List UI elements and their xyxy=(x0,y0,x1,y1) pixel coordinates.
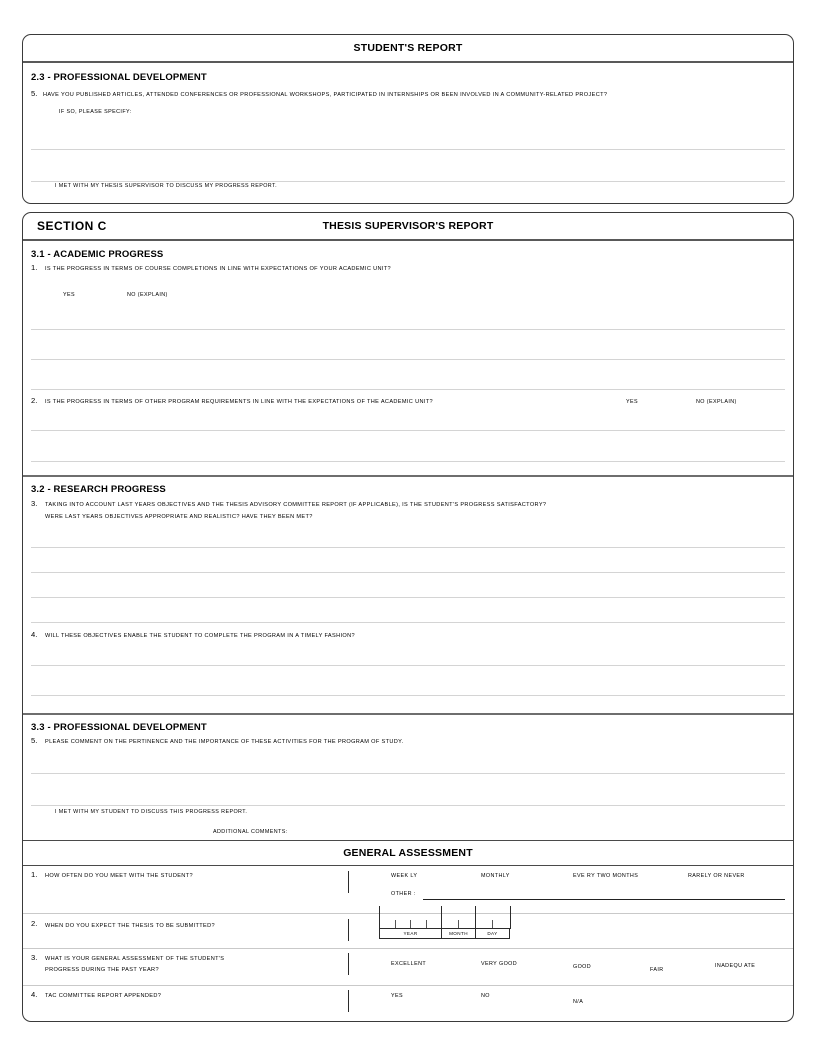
writing-line[interactable] xyxy=(31,149,785,150)
date-label-day: DAY xyxy=(487,930,498,936)
subsection-2-3-heading: 2.3 - PROFESSIONAL DEVELOPMENT xyxy=(31,72,207,83)
subsection-3-2-heading: 3.2 - RESEARCH PROGRESS xyxy=(31,484,166,495)
q2-option-yes[interactable]: YES xyxy=(626,399,638,405)
supervisor-attestation-text: I MET WITH MY STUDENT TO DISCUSS THIS PROGRESS REPORT. xyxy=(55,809,248,815)
writing-line[interactable] xyxy=(31,597,785,598)
writing-line[interactable] xyxy=(31,665,785,666)
question-3-1-2-text: IS THE PROGRESS IN TERMS OF OTHER PROGRAM REQUIREMENTS IN LINE WITH THE EXPECTATIONS OF THE ACADEMIC UNIT? xyxy=(45,399,433,405)
ga-row-3-number: 3. xyxy=(31,953,38,962)
ga-row-3-option-inadequate[interactable]: INADEQU ATE xyxy=(715,963,756,969)
section-separator xyxy=(23,713,793,715)
writing-line[interactable] xyxy=(31,430,785,431)
section-c-banner xyxy=(23,213,793,241)
writing-line[interactable] xyxy=(31,389,785,390)
question-3-2-3-text-line2: WERE LAST YEARS OBJECTIVES APPROPRIATE AND REALISTIC? HAVE THEY BEEN MET? xyxy=(45,514,313,520)
section-separator xyxy=(23,475,793,477)
ga-row-3-option-fair[interactable]: FAIR xyxy=(650,967,664,973)
writing-line[interactable] xyxy=(31,572,785,573)
question-3-1-1-text: IS THE PROGRESS IN TERMS OF COURSE COMPLETIONS IN LINE WITH EXPECTATIONS OF YOUR ACADEMIC UNIT? xyxy=(45,266,392,272)
question-5-number: 5. xyxy=(31,89,38,98)
question-3-2-4-text: WILL THESE OBJECTIVES ENABLE THE STUDENT TO COMPLETE THE PROGRAM IN A TIMELY FASHION? xyxy=(45,633,355,639)
writing-line[interactable] xyxy=(31,359,785,360)
writing-line[interactable] xyxy=(31,622,785,623)
ga-row-1-option-weekly[interactable]: WEEK LY xyxy=(391,873,418,879)
ga-row-1-other-input[interactable] xyxy=(423,899,785,900)
ga-row-4-option-yes[interactable]: YES xyxy=(391,993,403,999)
section-c-label: SECTION C xyxy=(37,219,107,233)
ga-row-3-bottom-line xyxy=(23,985,793,986)
q1-option-no[interactable]: NO (EXPLAIN) xyxy=(127,292,168,298)
writing-line[interactable] xyxy=(31,181,785,182)
ga-row-2-divider xyxy=(348,919,349,941)
ga-row-1-other-label: OTHER : xyxy=(391,891,416,897)
question-3-1-1-number: 1. xyxy=(31,263,38,272)
ga-row-3-divider xyxy=(348,953,349,975)
ga-row-1-divider xyxy=(348,871,349,893)
question-3-2-3-number: 3. xyxy=(31,499,38,508)
ga-row-1-option-monthly[interactable]: MONTHLY xyxy=(481,873,510,879)
question-3-3-5-text: PLEASE COMMENT ON THE PERTINENCE AND THE IMPORTANCE OF THESE ACTIVITIES FOR THE PROGRAM OF STUDY. xyxy=(45,739,404,745)
ga-row-3-option-very-good[interactable]: VERY GOOD xyxy=(481,961,518,967)
ga-row-1-option-rarely-or-never[interactable]: RARELY OR NEVER xyxy=(688,873,745,879)
date-label-month: MONTH xyxy=(449,930,468,936)
q1-option-yes[interactable]: YES xyxy=(63,292,75,298)
supervisor-report-panel xyxy=(22,212,794,1022)
question-3-2-4-number: 4. xyxy=(31,630,38,639)
date-label-year: YEAR xyxy=(403,930,418,936)
general-assessment-bottom-rule xyxy=(23,865,793,866)
subsection-3-3-heading: 3.3 - PROFESSIONAL DEVELOPMENT xyxy=(31,722,207,733)
ga-row-4-divider xyxy=(348,990,349,1012)
general-assessment-banner xyxy=(23,840,793,865)
writing-line[interactable] xyxy=(31,773,785,774)
question-5-text: HAVE YOU PUBLISHED ARTICLES, ATTENDED CONFERENCES OR PROFESSIONAL WORKSHOPS, PARTICIPATED IN INTERNSHIPS OR BEEN INVOLVED IN A COMMUNITY-RELATED PROJECT? xyxy=(43,92,608,98)
ga-row-4-option-no[interactable]: NO xyxy=(481,993,490,999)
supervisor-report-title: THESIS SUPERVISOR'S REPORT xyxy=(322,220,494,232)
ga-row-4-label: TAC COMMITTEE REPORT APPENDED? xyxy=(45,993,162,999)
additional-comments-label: ADDITIONAL COMMENTS: xyxy=(213,829,288,835)
ga-row-3-option-excellent[interactable]: EXCELLENT xyxy=(391,961,427,967)
ga-row-2-bottom-line xyxy=(23,948,793,949)
student-attestation-text: I MET WITH MY THESIS SUPERVISOR TO DISCUSS MY PROGRESS REPORT. xyxy=(55,183,277,189)
student-report-banner xyxy=(23,35,793,63)
thesis-submission-date-grid[interactable] xyxy=(379,906,511,942)
writing-line[interactable] xyxy=(31,805,785,806)
student-report-panel xyxy=(22,34,794,204)
ga-row-3-option-good[interactable]: GOOD xyxy=(573,964,592,970)
question-3-1-2-number: 2. xyxy=(31,396,38,405)
writing-line[interactable] xyxy=(31,329,785,330)
ga-row-2-label: WHEN DO YOU EXPECT THE THESIS TO BE SUBMITTED? xyxy=(45,923,215,929)
ga-row-1-number: 1. xyxy=(31,870,38,879)
question-3-3-5-number: 5. xyxy=(31,736,38,745)
q2-option-no[interactable]: NO (EXPLAIN) xyxy=(696,399,737,405)
writing-line[interactable] xyxy=(31,547,785,548)
ga-row-4-option-na[interactable]: N/A xyxy=(573,999,584,1005)
question-5-subtext: IF SO, PLEASE SPECIFY: xyxy=(59,109,132,115)
writing-line[interactable] xyxy=(31,461,785,462)
ga-row-2-number: 2. xyxy=(31,919,38,928)
ga-row-3-label-line2: PROGRESS DURING THE PAST YEAR? xyxy=(45,967,159,973)
general-assessment-title: GENERAL ASSESSMENT xyxy=(343,846,473,859)
ga-row-1-label: HOW OFTEN DO YOU MEET WITH THE STUDENT? xyxy=(45,873,193,879)
student-report-title: STUDENT'S REPORT xyxy=(353,42,463,54)
ga-row-1-option-every-two-months[interactable]: EVE RY TWO MONTHS xyxy=(573,873,639,879)
question-3-2-3-text-line1: TAKING INTO ACCOUNT LAST YEARS OBJECTIVES AND THE THESIS ADVISORY COMMITTEE REPORT (IF APPLICABLE), IS THE STUDENT'S PROGRESS SATISFACTORY? xyxy=(45,502,547,508)
ga-row-3-label-line1: WHAT IS YOUR GENERAL ASSESSMENT OF THE STUDENT'S xyxy=(45,956,225,962)
writing-line[interactable] xyxy=(31,695,785,696)
subsection-3-1-heading: 3.1 - ACADEMIC PROGRESS xyxy=(31,249,164,260)
ga-row-4-number: 4. xyxy=(31,990,38,999)
